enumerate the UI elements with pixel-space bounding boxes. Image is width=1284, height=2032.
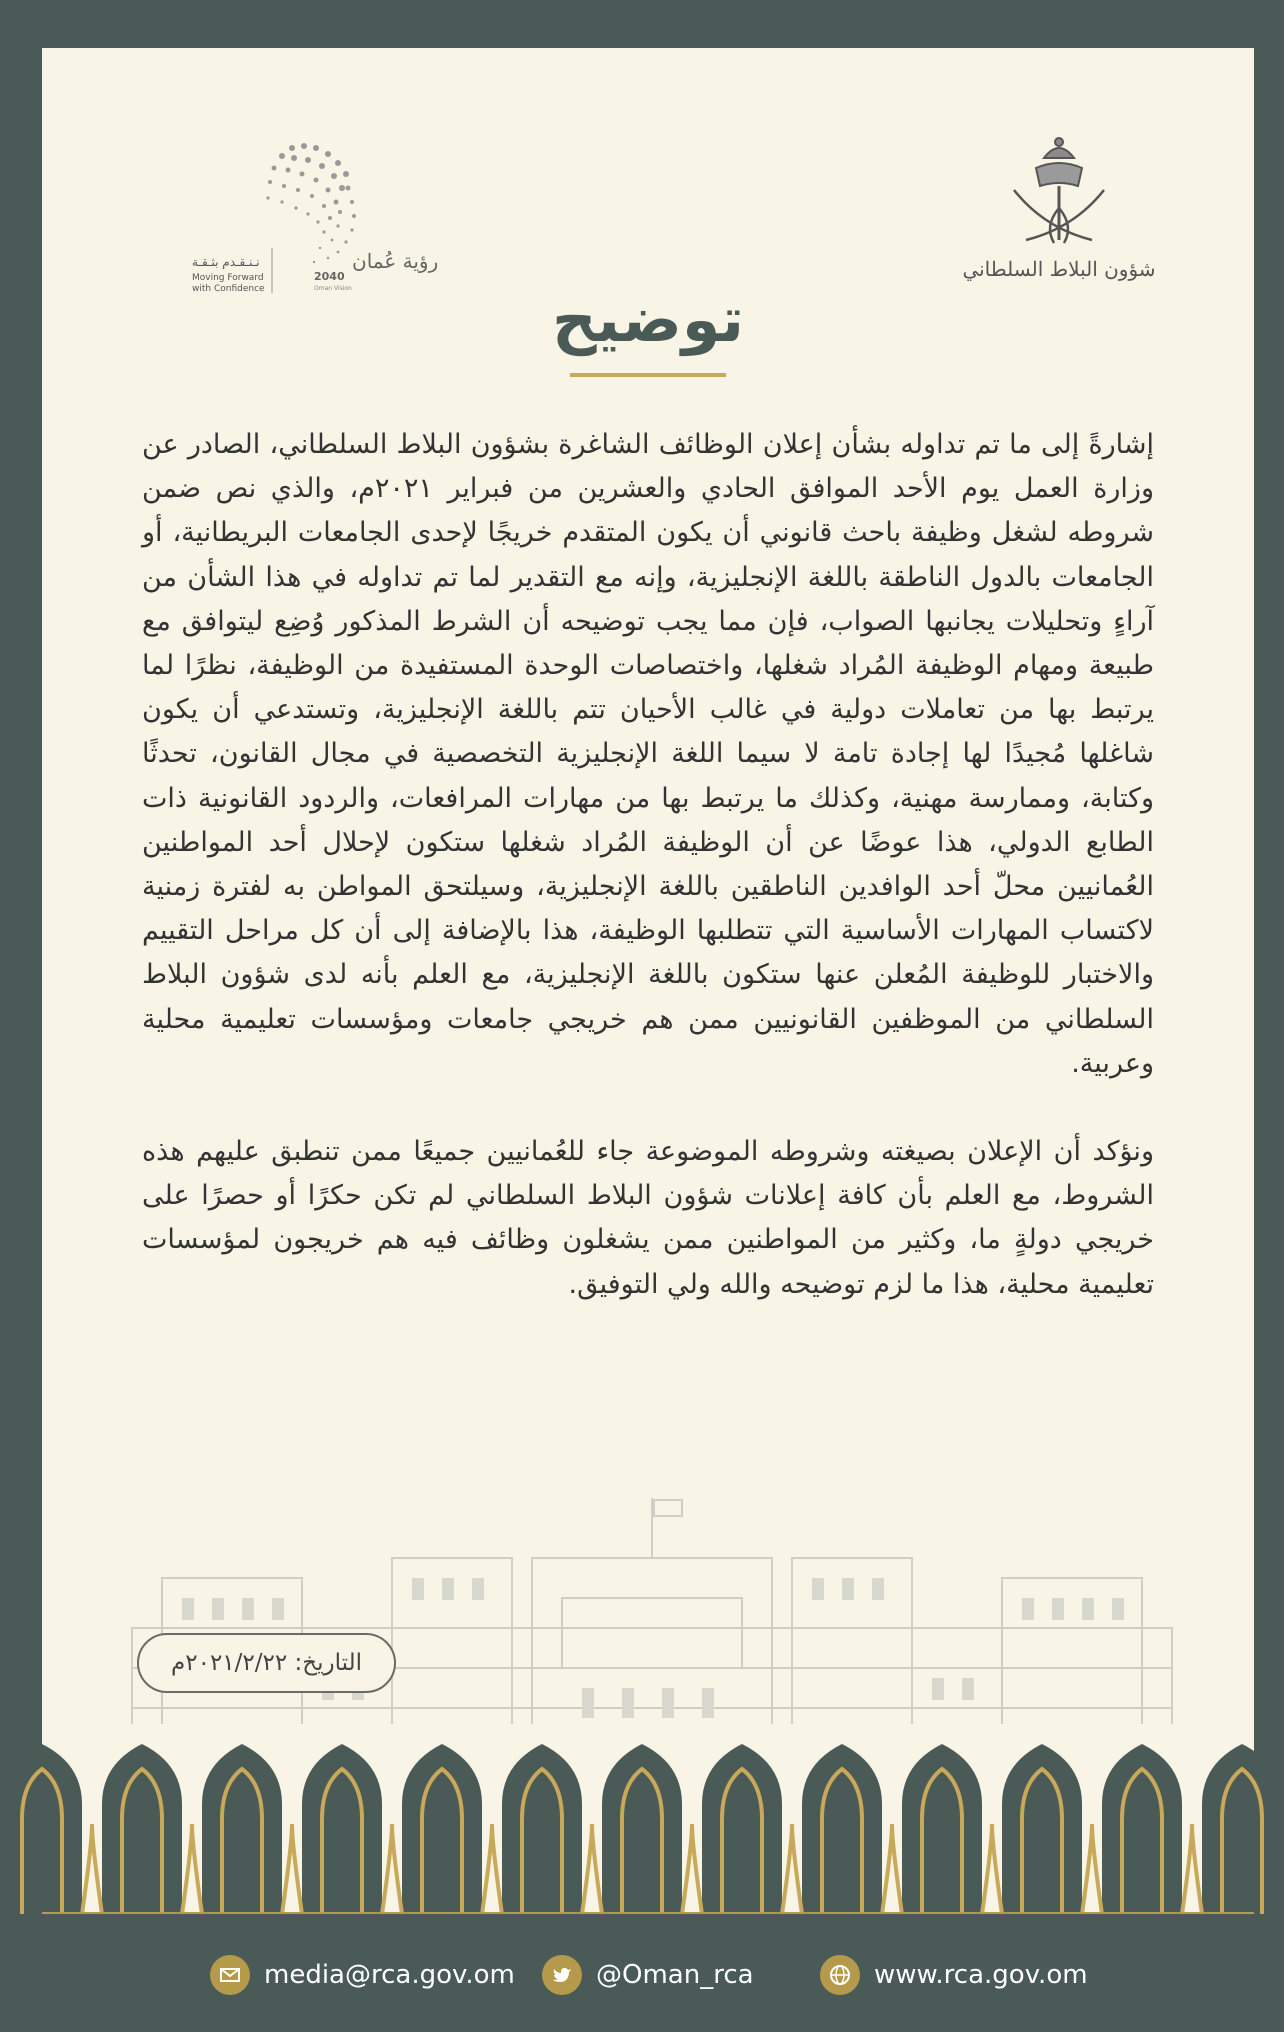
decorative-arch-pattern: [42, 1724, 1254, 1914]
oman-vision-2040-logo: [142, 108, 439, 308]
document-card: [42, 48, 1254, 1914]
mail-icon: [210, 1955, 250, 1995]
statement-body: [142, 423, 1154, 1351]
title-underline: [570, 373, 726, 377]
page-title: توضيح: [551, 283, 745, 356]
vision-sub-text: Oman Vision: [314, 285, 352, 292]
twitter-contact[interactable]: [542, 1945, 754, 2005]
paragraph-1: إشارةً إلى ما تم تداوله بشأن إعلان الوظائف الشاغرة بشؤون البلاط السلطاني، الصادر عن وزارة العمل يوم الأحد الموافق الحادي والعشرين من فبراير ٢٠٢١م، والذي نص ضمن شروطه لشغل وظيفة باحث قانوني أن يكون المتقدم خريجًا لإحدى الجامعات البريطانية، أو الجامعات بالدول الناطقة باللغة الإنجليزية، وإنه مع التقدير لما تم تداوله في هذا الشأن من آراءٍ وتحليلات يجانبها الصواب، فإن مما يجب توضيحه أن الشرط المذكور وُضِع ليتوافق مع طبيعة ومهام الوظيفة المُراد شغلها، واختصاصات الوحدة المستفيدة من الوظيفة، نظرًا لما يرتبط بها من تعاملات دولية في غالب الأحيان تتم باللغة الإنجليزية، وتستدعي أن يكون شاغلها مُجيدًا لها إجادة تامة لا سيما اللغة الإنجليزية التخصصية في مجال القانون، تحدثًا وكتابة، وممارسة مهنية، وكذلك ما يرتبط بها من مهارات المرافعات، والردود القانونية ذات الطابع الدولي، هذا عوضًا عن أن الوظيفة المُراد شغلها ستكون لإحلال أحد المواطنين العُمانيين محلّ أحد الوافدين الناطقين باللغة الإنجليزية، وسيلتحق المواطن به لفترة زمنية لاكتساب المهارات الأساسية التي تتطلبها الوظيفة، هذا بالإضافة إلى أن كل مراحل التقييم والاختبار للوظيفة المُعلن عنها ستكون باللغة الإنجليزية، مع العلم بأنه لدى شؤون البلاط السلطاني من الموظفين القانونيين ممن هم خريجي جامعات ومؤسسات تعليمية محلية وعربية.: [142, 429, 1154, 1079]
email-contact[interactable]: [210, 1945, 515, 2005]
royal-court-emblem-logo: [962, 108, 1156, 308]
website-text[interactable]: www.rca.gov.om: [874, 1960, 1088, 1990]
motto-ar-text: نـنـقـدم بثـقـة: [192, 255, 260, 269]
motto-en-line2: with Confidence: [192, 284, 265, 294]
email-text[interactable]: media@rca.gov.om: [264, 1960, 515, 1990]
motto-en-line1: Moving Forward: [192, 273, 264, 283]
paragraph-2: ونؤكد أن الإعلان بصيغته وشروطه الموضوعة جاء للعُمانيين جميعًا ممن تنطبق عليهم هذه الشروط، مع العلم بأن كافة إعلانات شؤون البلاط السلطاني لم تكن حكرًا أو حصرًا على خريجي دولةٍ ما، وكثير من المواطنين ممن يشغلون وظائف فيه هم خريجون لمؤسسات تعليمية محلية، هذا ما لزم توضيحه والله ولي التوفيق.: [142, 1136, 1154, 1300]
date-label: التاريخ: ٢٠٢١/٢/٢٢م: [137, 1633, 396, 1693]
vision-year-text: 2040: [314, 270, 345, 283]
twitter-text[interactable]: @Oman_rca: [596, 1960, 754, 1990]
globe-icon: [820, 1955, 860, 1995]
website-contact[interactable]: [820, 1945, 1088, 2005]
rca-name-text: شؤون البلاط السلطاني: [962, 257, 1156, 281]
twitter-icon: [542, 1955, 582, 1995]
footer-divider: [42, 1912, 1254, 1914]
vision-brand-text: رؤية عُمان: [352, 249, 439, 273]
contact-footer: [0, 1945, 1284, 2005]
